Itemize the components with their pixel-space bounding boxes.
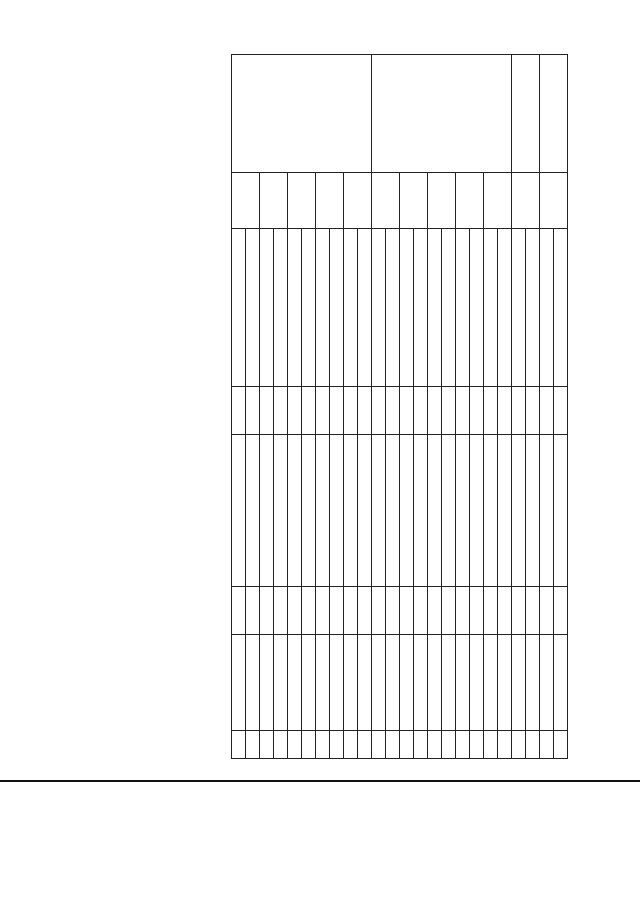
year-cell — [428, 173, 456, 229]
tariff-value-cell — [498, 731, 512, 759]
table-row — [498, 55, 512, 759]
tariff-value-cell — [302, 587, 316, 635]
period-cell — [456, 635, 470, 731]
period-cell — [330, 435, 344, 587]
tariff-value-cell — [540, 387, 554, 435]
period-cell — [428, 435, 442, 587]
tariff-value-cell — [470, 387, 484, 435]
tariff-value-cell — [428, 587, 442, 635]
tariff-value-cell — [302, 387, 316, 435]
tariff-value-cell — [526, 587, 540, 635]
period-cell — [302, 635, 316, 731]
period-cell — [358, 635, 372, 731]
tariff-table — [231, 54, 568, 759]
period-cell — [442, 229, 456, 387]
tariff-value-cell — [442, 587, 456, 635]
period-cell — [512, 229, 526, 387]
period-cell — [442, 435, 456, 587]
tariff-value-cell — [512, 731, 526, 759]
period-cell — [316, 635, 330, 731]
tariff-value-cell — [554, 587, 568, 635]
period-cell — [526, 435, 540, 587]
tariff-value-cell — [456, 387, 470, 435]
period-cell — [246, 229, 260, 387]
tariff-value-cell — [386, 387, 400, 435]
tariff-value-cell — [288, 731, 302, 759]
period-cell — [246, 635, 260, 731]
period-cell — [554, 229, 568, 387]
tariff-value-cell — [246, 587, 260, 635]
tariff-value-cell — [372, 587, 386, 635]
tariff-value-cell — [470, 587, 484, 635]
period-cell — [414, 435, 428, 587]
period-cell — [344, 229, 358, 387]
year-cell — [484, 173, 512, 229]
tariff-value-cell — [540, 731, 554, 759]
tariff-value-cell — [414, 731, 428, 759]
tariff-value-cell — [260, 731, 274, 759]
tariff-value-cell — [554, 731, 568, 759]
tariff-value-cell — [470, 731, 484, 759]
period-cell — [246, 435, 260, 587]
period-cell — [316, 229, 330, 387]
period-cell — [288, 435, 302, 587]
year-cell — [260, 173, 288, 229]
tariff-value-cell — [274, 731, 288, 759]
period-cell — [400, 435, 414, 587]
year-cell — [400, 173, 428, 229]
tariff-value-cell — [288, 387, 302, 435]
year-cell — [344, 173, 372, 229]
tariff-value-cell — [232, 387, 246, 435]
tariff-table-body — [232, 55, 568, 759]
period-cell — [386, 435, 400, 587]
period-cell — [554, 435, 568, 587]
period-cell — [484, 435, 498, 587]
period-cell — [484, 635, 498, 731]
period-cell — [428, 635, 442, 731]
period-cell — [344, 635, 358, 731]
tariff-value-cell — [400, 731, 414, 759]
tariff-value-cell — [414, 387, 428, 435]
tariff-value-cell — [456, 731, 470, 759]
table-row — [526, 55, 540, 759]
tariff-value-cell — [456, 587, 470, 635]
period-cell — [498, 635, 512, 731]
tariff-value-cell — [330, 387, 344, 435]
tariff-value-cell — [372, 387, 386, 435]
tariff-value-cell — [512, 587, 526, 635]
period-cell — [386, 229, 400, 387]
tariff-value-cell — [512, 387, 526, 435]
year-cell — [540, 173, 568, 229]
period-cell — [540, 435, 554, 587]
tariff-value-cell — [232, 587, 246, 635]
period-cell — [330, 229, 344, 387]
tariff-value-cell — [554, 387, 568, 435]
year-cell — [316, 173, 344, 229]
period-cell — [428, 229, 442, 387]
tariff-value-cell — [358, 731, 372, 759]
period-cell — [498, 229, 512, 387]
tariff-table-area — [252, 54, 568, 758]
year-cell — [372, 173, 400, 229]
period-cell — [372, 635, 386, 731]
period-cell — [274, 229, 288, 387]
period-cell — [554, 635, 568, 731]
period-cell — [456, 229, 470, 387]
tariff-value-cell — [442, 387, 456, 435]
tariff-value-cell — [484, 387, 498, 435]
year-cell — [456, 173, 484, 229]
tariff-value-cell — [400, 387, 414, 435]
year-cell — [288, 173, 316, 229]
tariff-value-cell — [274, 387, 288, 435]
tariff-value-cell — [246, 731, 260, 759]
period-cell — [330, 635, 344, 731]
period-cell — [470, 435, 484, 587]
tariff-value-cell — [428, 387, 442, 435]
tariff-value-cell — [526, 387, 540, 435]
tariff-value-cell — [330, 731, 344, 759]
period-cell — [484, 229, 498, 387]
period-cell — [512, 635, 526, 731]
period-cell — [470, 229, 484, 387]
period-cell — [540, 229, 554, 387]
period-cell — [456, 435, 470, 587]
tariff-value-cell — [232, 731, 246, 759]
tariff-value-cell — [442, 731, 456, 759]
period-cell — [302, 435, 316, 587]
consumer-category-cell — [512, 55, 540, 173]
period-cell — [232, 635, 246, 731]
period-cell — [442, 635, 456, 731]
period-cell — [400, 635, 414, 731]
tariff-value-cell — [358, 387, 372, 435]
period-cell — [302, 229, 316, 387]
tariff-value-cell — [498, 387, 512, 435]
tariff-value-cell — [386, 587, 400, 635]
tariff-value-cell — [344, 387, 358, 435]
tariff-value-cell — [484, 731, 498, 759]
period-cell — [288, 229, 302, 387]
consumer-category-cell — [232, 55, 372, 173]
tariff-value-cell — [288, 587, 302, 635]
period-cell — [498, 435, 512, 587]
tariff-value-cell — [358, 587, 372, 635]
period-cell — [260, 229, 274, 387]
consumer-category-cell — [540, 55, 568, 173]
tariff-value-cell — [344, 587, 358, 635]
year-cell — [232, 173, 260, 229]
tariff-value-cell — [344, 731, 358, 759]
tariff-value-cell — [246, 387, 260, 435]
tariff-value-cell — [316, 731, 330, 759]
table-row — [358, 55, 372, 759]
period-cell — [526, 229, 540, 387]
period-cell — [232, 435, 246, 587]
tariff-value-cell — [330, 587, 344, 635]
period-cell — [274, 435, 288, 587]
page-edge-line — [0, 780, 640, 782]
tariff-value-cell — [372, 731, 386, 759]
tariff-value-cell — [428, 731, 442, 759]
period-cell — [414, 229, 428, 387]
period-cell — [358, 229, 372, 387]
period-cell — [274, 635, 288, 731]
period-cell — [470, 635, 484, 731]
period-cell — [232, 229, 246, 387]
tariff-value-cell — [260, 387, 274, 435]
tariff-value-cell — [316, 587, 330, 635]
tariff-value-cell — [526, 731, 540, 759]
period-cell — [316, 435, 330, 587]
period-cell — [372, 435, 386, 587]
year-cell — [512, 173, 540, 229]
period-cell — [526, 635, 540, 731]
period-cell — [512, 435, 526, 587]
period-cell — [414, 635, 428, 731]
period-cell — [344, 435, 358, 587]
period-cell — [260, 435, 274, 587]
period-cell — [288, 635, 302, 731]
tariff-value-cell — [498, 587, 512, 635]
tariff-value-cell — [274, 587, 288, 635]
tariff-value-cell — [386, 731, 400, 759]
consumer-category-cell — [372, 55, 512, 173]
tariff-value-cell — [302, 731, 316, 759]
tariff-value-cell — [260, 587, 274, 635]
period-cell — [358, 435, 372, 587]
tariff-value-cell — [316, 387, 330, 435]
table-row — [554, 55, 568, 759]
tariff-value-cell — [400, 587, 414, 635]
tariff-value-cell — [414, 587, 428, 635]
tariff-value-cell — [540, 587, 554, 635]
tariff-value-cell — [484, 587, 498, 635]
period-cell — [386, 635, 400, 731]
period-cell — [540, 635, 554, 731]
period-cell — [260, 635, 274, 731]
period-cell — [400, 229, 414, 387]
period-cell — [372, 229, 386, 387]
